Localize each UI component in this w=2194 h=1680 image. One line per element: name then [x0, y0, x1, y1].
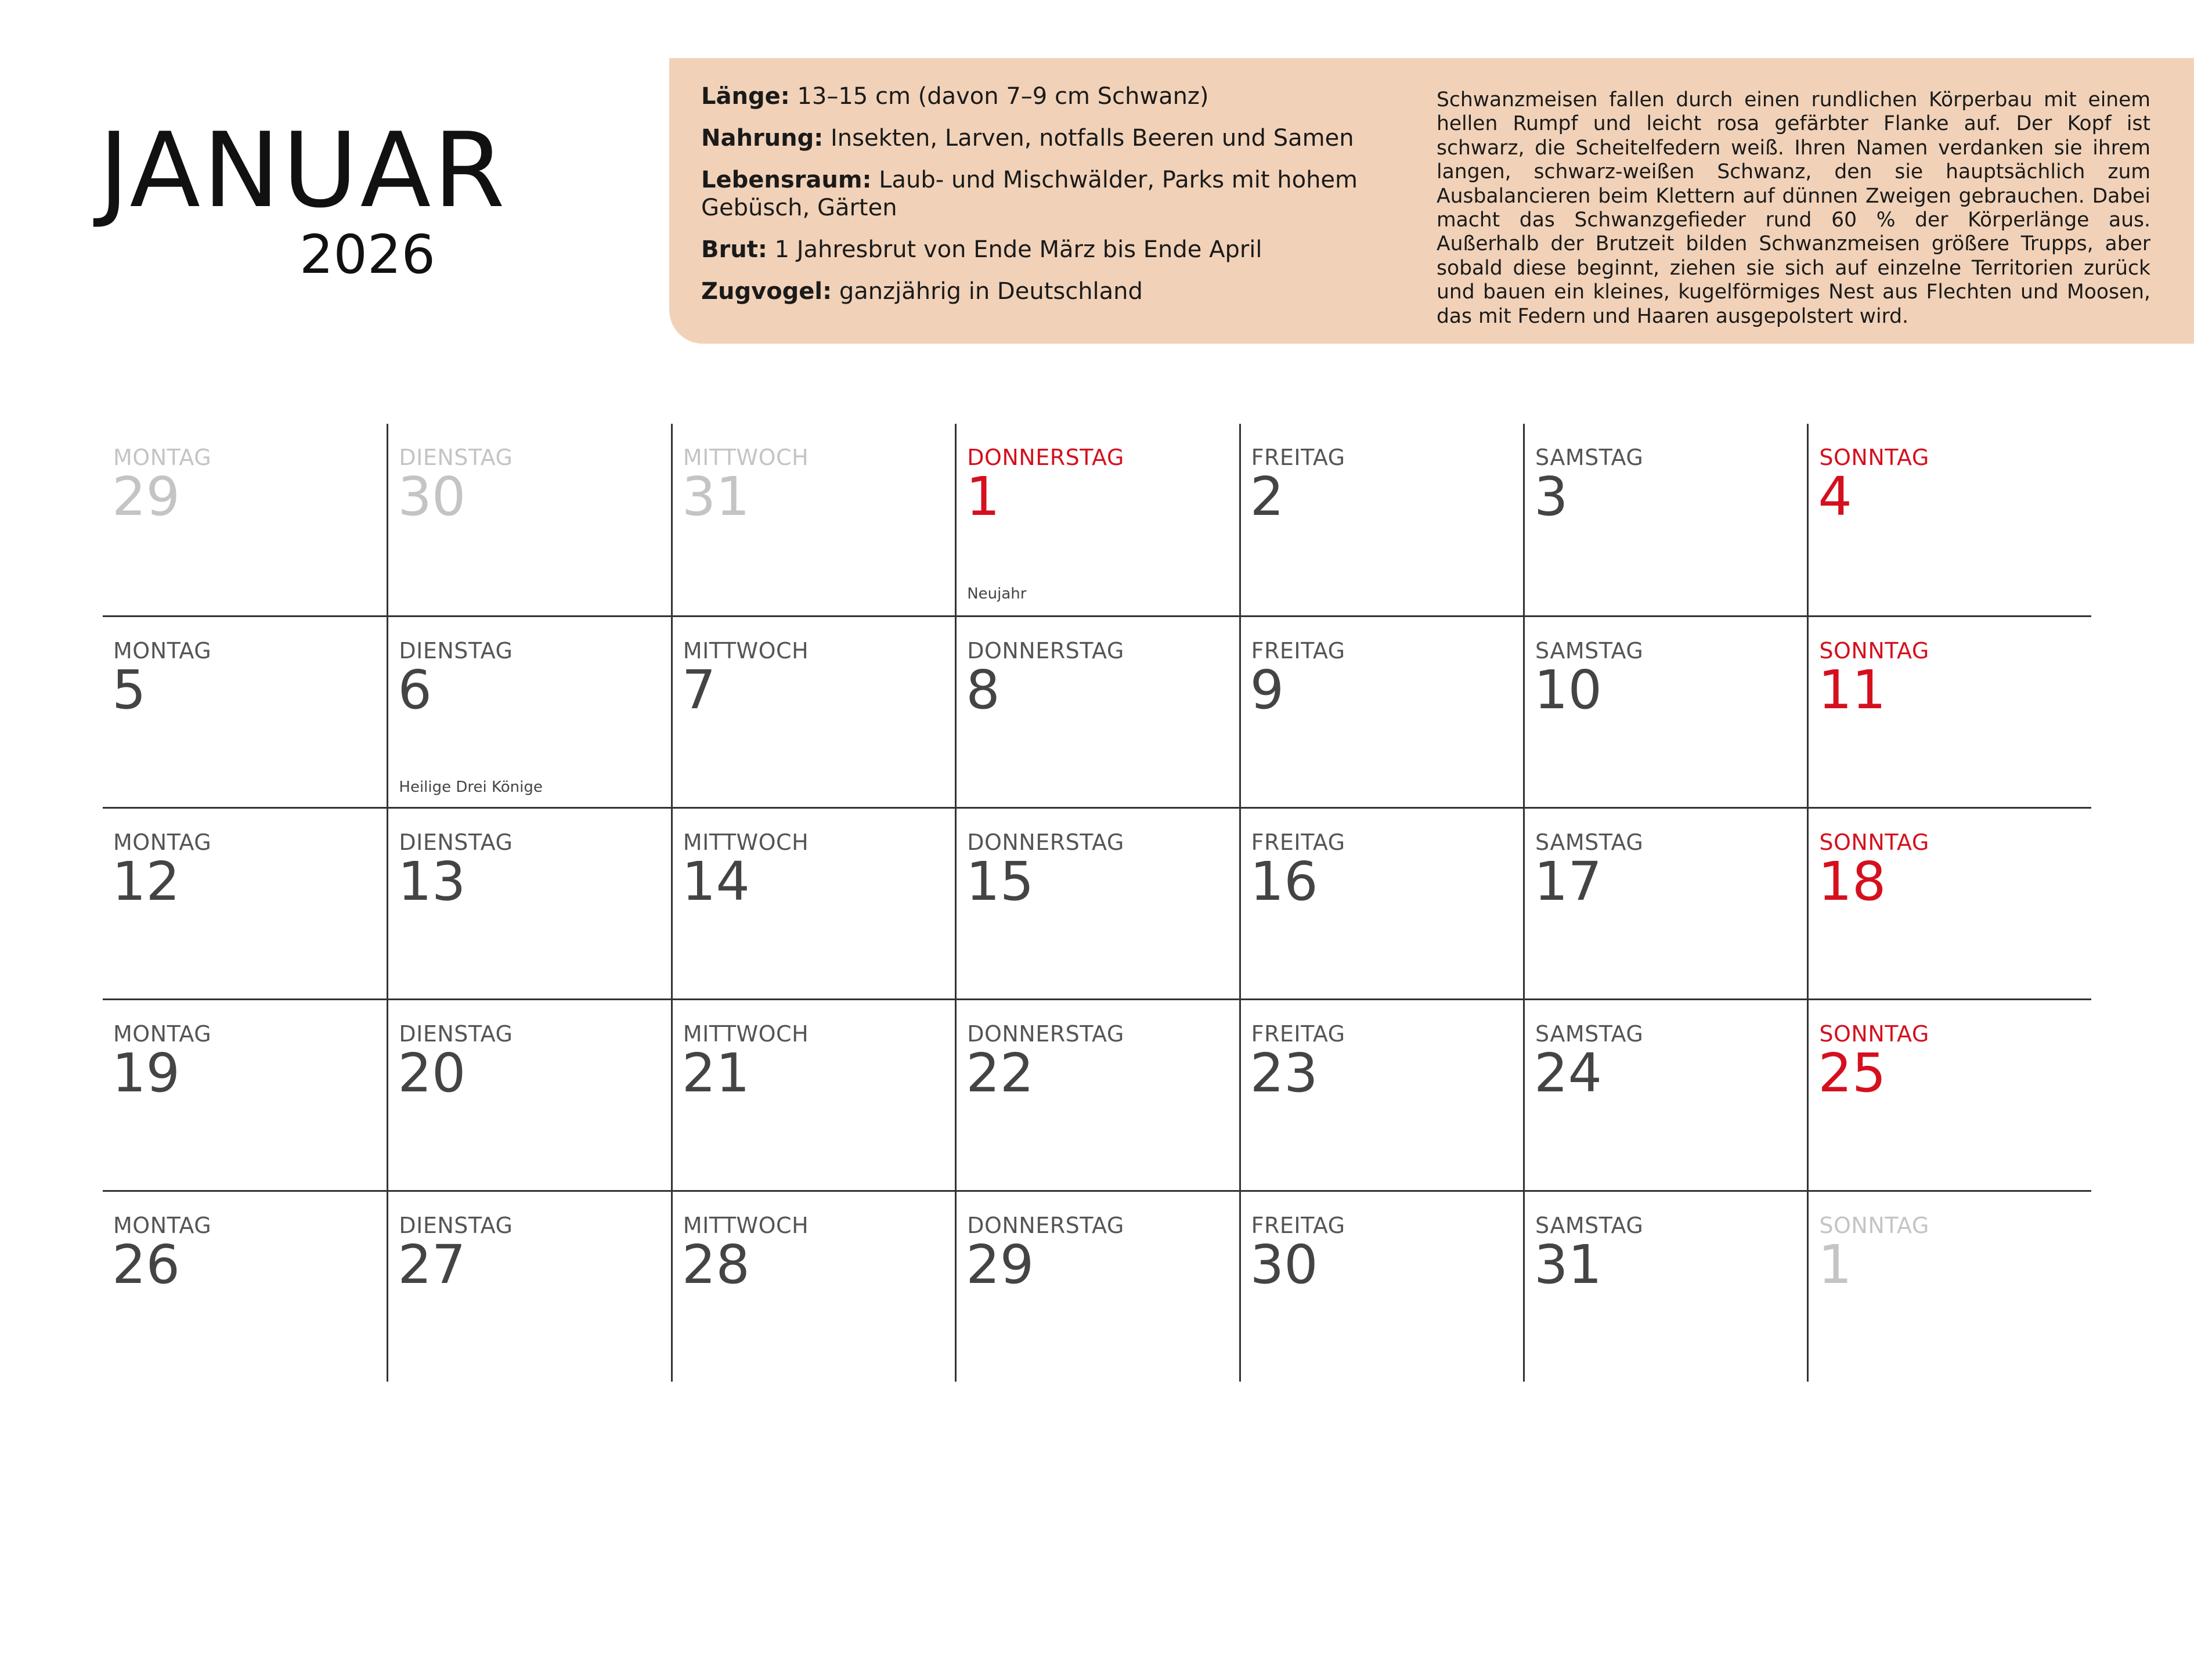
day-cell [1239, 1190, 1523, 1382]
day-cell [955, 424, 1239, 615]
day-cell [1523, 1190, 1807, 1382]
weekday-label: MITTWOCH [683, 638, 809, 664]
weekday-label: DIENSTAG [399, 830, 513, 855]
weekday-label: DIENSTAG [399, 1213, 513, 1238]
day-number: 30 [398, 466, 466, 528]
weekday-label: SONNTAG [1819, 638, 1929, 664]
weekday-label: SAMSTAG [1535, 1213, 1644, 1238]
day-number: 17 [1534, 850, 1603, 913]
fact-value: Insekten, Larven, notfalls Beeren und Samen [823, 124, 1354, 152]
day-number: 26 [112, 1234, 181, 1296]
day-number: 1 [1818, 1234, 1852, 1296]
day-cell [103, 807, 387, 998]
weekday-label: DONNERSTAG [967, 830, 1124, 855]
day-number: 31 [1534, 1234, 1603, 1296]
day-number: 25 [1818, 1042, 1886, 1104]
day-number: 4 [1818, 466, 1852, 528]
weekday-label: MONTAG [113, 1021, 212, 1047]
weekday-label: SAMSTAG [1535, 830, 1644, 855]
fact-value: 1 Jahresbrut von Ende März bis Ende April [767, 236, 1262, 264]
weekday-label: SAMSTAG [1535, 638, 1644, 664]
day-cell [387, 615, 670, 807]
day-cell [387, 1190, 670, 1382]
weekday-label: MITTWOCH [683, 1021, 809, 1047]
day-number: 29 [966, 1234, 1034, 1296]
day-number: 3 [1534, 466, 1568, 528]
day-number: 9 [1250, 659, 1284, 721]
day-cell [1523, 424, 1807, 615]
day-cell [103, 1190, 387, 1382]
day-cell [1239, 998, 1523, 1190]
fact-value: Laub- und Mischwälder, Parks mit hohem Gebüsch, Gärten [701, 166, 1358, 222]
day-number: 8 [966, 659, 1000, 721]
day-cell [1807, 1190, 2091, 1382]
day-cell [387, 424, 670, 615]
fact-label: Zugvogel: [701, 277, 832, 305]
fact-migration [701, 277, 1467, 306]
fact-value: 13–15 cm (davon 7–9 cm Schwanz) [789, 83, 1209, 110]
fact-length [701, 82, 1467, 111]
day-cell [103, 998, 387, 1190]
weekday-label: SAMSTAG [1535, 445, 1644, 470]
day-number: 21 [681, 1042, 750, 1104]
weekday-label: FREITAG [1251, 1213, 1345, 1238]
day-cell [1523, 615, 1807, 807]
day-cell [671, 1190, 955, 1382]
weekday-label: FREITAG [1251, 638, 1345, 664]
day-cell [387, 998, 670, 1190]
fact-label: Lebensraum: [701, 166, 872, 193]
day-cell [1523, 998, 1807, 1190]
weekday-label: FREITAG [1251, 830, 1345, 855]
weekday-label: SONNTAG [1819, 1213, 1929, 1238]
weekday-label: MONTAG [113, 1213, 212, 1238]
weekday-label: DIENSTAG [399, 638, 513, 664]
day-number: 11 [1818, 659, 1886, 721]
fact-label: Brut: [701, 236, 767, 264]
day-cell [387, 807, 670, 998]
day-number: 28 [681, 1234, 750, 1296]
day-number: 10 [1534, 659, 1603, 721]
weekday-label: MITTWOCH [683, 830, 809, 855]
weekday-label: DONNERSTAG [967, 445, 1124, 470]
day-cell [955, 615, 1239, 807]
fact-breeding [701, 236, 1467, 264]
weekday-label: DONNERSTAG [967, 638, 1124, 664]
day-cell [955, 1190, 1239, 1382]
day-cell [955, 807, 1239, 998]
bird-description: Schwanzmeisen fallen durch einen rundlichen Körperbau mit einem hellen Rumpf und leicht rosa gefärbter Flanke auf. Der Kopf ist schwarz, die Scheitelfedern weiß. Ihren Namen verdanken sie ihrem langen, schwarz-weißen Schwanz, den sie hauptsächlich zum Ausbalancieren beim Klettern auf dünnen Zweigen gebrauchen. Dabei macht das Schwanzgefieder rund 60 % der Körperlänge aus. Außerhalb der Brutzeit bilden Schwanzmeisen größere Trupps, aber sobald diese beginnt, ziehen sie sich auf einzelne Territorien zurück und bauen ein kleines, kugelförmiges Nest aus Flechten und Moosen, das mit Federn und Haaren ausgepolstert wird. [1437, 88, 2150, 328]
day-cell [671, 615, 955, 807]
day-number: 30 [1250, 1234, 1318, 1296]
weekday-label: SONNTAG [1819, 1021, 1929, 1047]
weekday-label: SONNTAG [1819, 445, 1929, 470]
day-number: 18 [1818, 850, 1886, 913]
day-number: 5 [112, 659, 146, 721]
day-cell [1239, 615, 1523, 807]
day-number: 27 [398, 1234, 466, 1296]
day-cell [955, 998, 1239, 1190]
day-number: 19 [112, 1042, 181, 1104]
day-cell [1523, 807, 1807, 998]
day-number: 6 [398, 659, 432, 721]
weekday-label: MITTWOCH [683, 445, 809, 470]
day-cell [671, 998, 955, 1190]
bird-info-box [669, 58, 2194, 344]
weekday-label: DIENSTAG [399, 445, 513, 470]
holiday-label: Heilige Drei Könige [399, 778, 543, 796]
day-number: 23 [1250, 1042, 1318, 1104]
day-cell [1807, 615, 2091, 807]
weekday-label: MONTAG [113, 830, 212, 855]
weekday-label: SAMSTAG [1535, 1021, 1644, 1047]
year-label: 2026 [299, 223, 435, 286]
fact-label: Nahrung: [701, 124, 824, 152]
day-number: 20 [398, 1042, 466, 1104]
holiday-label: Neujahr [967, 585, 1027, 603]
weekday-label: MONTAG [113, 638, 212, 664]
day-number: 16 [1250, 850, 1318, 913]
weekday-label: SONNTAG [1819, 830, 1929, 855]
day-cell [103, 424, 387, 615]
day-number: 31 [681, 466, 750, 528]
weekday-label: FREITAG [1251, 1021, 1345, 1047]
fact-habitat [701, 166, 1467, 223]
day-number: 15 [966, 850, 1034, 913]
day-cell [1807, 807, 2091, 998]
weekday-label: MONTAG [113, 445, 212, 470]
fact-label: Länge: [701, 83, 790, 110]
day-number: 29 [112, 466, 181, 528]
month-title-block [99, 110, 508, 286]
day-cell [671, 424, 955, 615]
month-title: JANUAR [99, 110, 508, 230]
day-cell [1239, 424, 1523, 615]
day-number: 22 [966, 1042, 1034, 1104]
day-number: 7 [681, 659, 716, 721]
day-cell [1239, 807, 1523, 998]
day-number: 13 [398, 850, 466, 913]
day-cell [103, 615, 387, 807]
day-number: 14 [681, 850, 750, 913]
day-number: 12 [112, 850, 181, 913]
day-number: 1 [966, 466, 1000, 528]
bird-facts [701, 82, 1467, 319]
day-cell [671, 807, 955, 998]
weekday-label: DONNERSTAG [967, 1021, 1124, 1047]
weekday-label: FREITAG [1251, 445, 1345, 470]
fact-food [701, 124, 1467, 153]
weekday-label: DONNERSTAG [967, 1213, 1124, 1238]
weekday-label: DIENSTAG [399, 1021, 513, 1047]
day-cell [1807, 424, 2091, 615]
day-cell [1807, 998, 2091, 1190]
fact-value: ganzjährig in Deutschland [832, 277, 1143, 305]
calendar-grid [103, 424, 2091, 1387]
day-number: 24 [1534, 1042, 1603, 1104]
day-number: 2 [1250, 466, 1284, 528]
weekday-label: MITTWOCH [683, 1213, 809, 1238]
